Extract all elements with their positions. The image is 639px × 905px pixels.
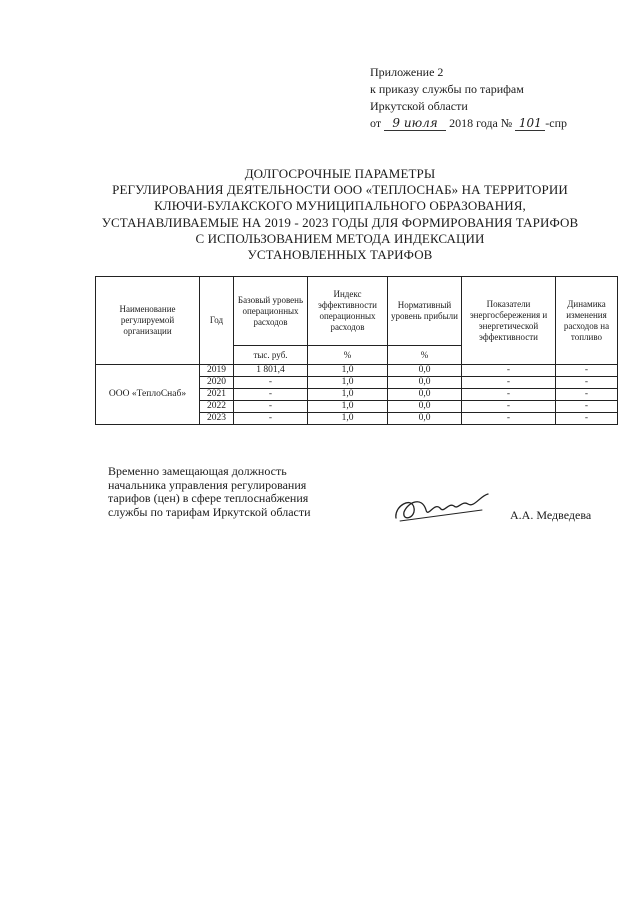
signer-line-2: начальника управления регулирования xyxy=(108,477,307,492)
document-title xyxy=(80,166,600,263)
parameters-table xyxy=(95,276,618,425)
cell-base: 1 801,4 xyxy=(234,365,308,377)
header-profit-level: Нормативный уровень прибыли xyxy=(388,277,462,346)
header-org: Наименование регулируемой организации xyxy=(96,277,200,365)
unit-base: тыс. руб. xyxy=(234,346,308,365)
cell-energy: - xyxy=(462,377,556,389)
handwritten-signature xyxy=(392,488,492,528)
cell-fuel: - xyxy=(556,413,618,425)
title-line-5: С ИСПОЛЬЗОВАНИЕМ МЕТОДА ИНДЕКСАЦИИ xyxy=(195,230,485,246)
cell-index: 1,0 xyxy=(308,401,388,413)
cell-base: - xyxy=(234,401,308,413)
title-line-1: ДОЛГОСРОЧНЫЕ ПАРАМЕТРЫ xyxy=(244,166,436,181)
header-base-costs: Базовый уровень операционных расходов xyxy=(234,277,308,346)
appendix-suffix: -спр xyxy=(545,116,568,130)
cell-fuel: - xyxy=(556,389,618,401)
org-name-cell: ООО «ТеплоСнаб» xyxy=(96,365,200,425)
cell-year: 2020 xyxy=(200,377,234,389)
appendix-date-line xyxy=(370,115,567,132)
cell-index: 1,0 xyxy=(308,377,388,389)
appendix-line-1: Приложение 2 xyxy=(370,65,444,79)
title-line-2: РЕГУЛИРОВАНИЯ ДЕЯТЕЛЬНОСТИ ООО «ТЕПЛОСНАБ» НА ТЕРРИТОРИИ xyxy=(112,182,568,198)
cell-index: 1,0 xyxy=(308,413,388,425)
appendix-number-handwritten: 101 xyxy=(515,117,545,131)
cell-year: 2021 xyxy=(200,389,234,401)
title-line-6: УСТАНОВЛЕННЫХ ТАРИФОВ xyxy=(247,247,433,263)
cell-fuel: - xyxy=(556,365,618,377)
cell-base: - xyxy=(234,389,308,401)
cell-index: 1,0 xyxy=(308,389,388,401)
signer-line-4: службы по тарифам Иркутской области xyxy=(108,504,311,519)
cell-year: 2023 xyxy=(200,413,234,425)
appendix-line-2: к приказу службы по тарифам xyxy=(370,82,524,96)
unit-index: % xyxy=(308,346,388,365)
appendix-line-3: Иркутской области xyxy=(370,99,468,113)
cell-energy: - xyxy=(462,401,556,413)
cell-energy: - xyxy=(462,389,556,401)
cell-base: - xyxy=(234,413,308,425)
header-year: Год xyxy=(200,277,234,365)
cell-profit: 0,0 xyxy=(388,389,462,401)
signer-name: А.А. Медведева xyxy=(510,508,592,522)
table-row xyxy=(96,365,618,377)
header-fuel-dynamics: Динамика изменения расходов на топливо xyxy=(556,277,618,365)
header-energy-efficiency: Показатели энергосбережения и энергетической эффективности xyxy=(462,277,556,365)
cell-profit: 0,0 xyxy=(388,365,462,377)
signer-position xyxy=(108,465,311,519)
cell-index: 1,0 xyxy=(308,365,388,377)
appendix-from: от xyxy=(370,116,382,130)
header-efficiency-index: Индекс эффективности операционных расходов xyxy=(308,277,388,346)
cell-base: - xyxy=(234,377,308,389)
signer-line-1: Временно замещающая должность xyxy=(108,464,287,478)
cell-year: 2019 xyxy=(200,365,234,377)
cell-profit: 0,0 xyxy=(388,401,462,413)
cell-year: 2022 xyxy=(200,401,234,413)
cell-fuel: - xyxy=(556,377,618,389)
appendix-date-handwritten: 9 июля xyxy=(384,117,446,131)
appendix-block xyxy=(370,64,567,132)
title-line-4: УСТАНАВЛИВАЕМЫЕ НА 2019 - 2023 ГОДЫ ДЛЯ ФОРМИРОВАНИЯ ТАРИФОВ xyxy=(101,214,579,230)
unit-profit: % xyxy=(388,346,462,365)
cell-profit: 0,0 xyxy=(388,377,462,389)
title-line-3: КЛЮЧИ-БУЛАКСКОГО МУНИЦИПАЛЬНОГО ОБРАЗОВАНИЯ, xyxy=(154,198,526,214)
cell-profit: 0,0 xyxy=(388,413,462,425)
signer-line-3: тарифов (цен) в сфере теплоснабжения xyxy=(108,491,309,505)
appendix-year-text: 2018 года № xyxy=(449,116,513,130)
cell-energy: - xyxy=(462,413,556,425)
cell-energy: - xyxy=(462,365,556,377)
cell-fuel: - xyxy=(556,401,618,413)
